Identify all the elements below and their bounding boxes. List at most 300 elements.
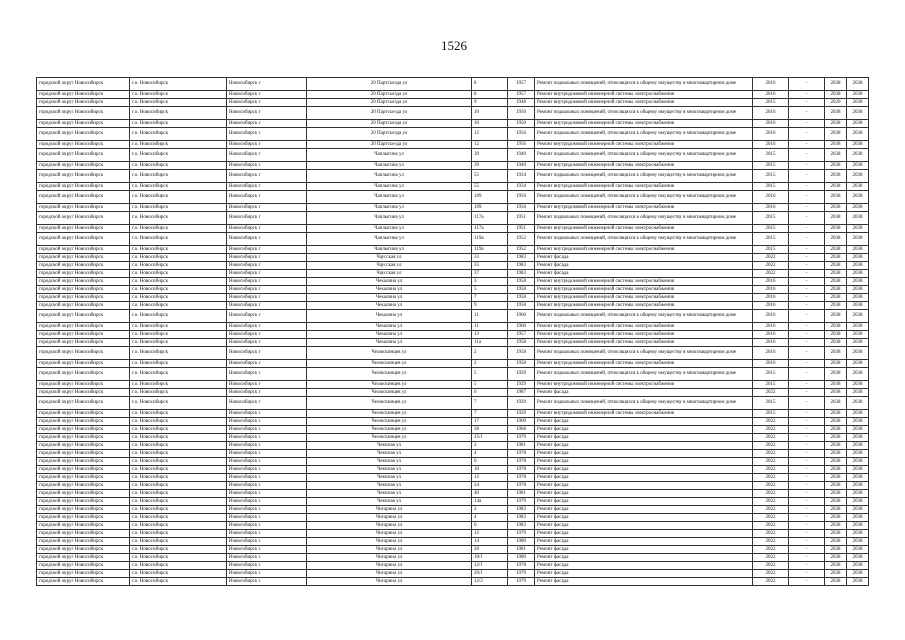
municipality-cell: городской округ Новосибирск	[37, 128, 130, 141]
deadline-end-cell: 2038	[847, 347, 869, 360]
municipality-cell: городской округ Новосибирск	[37, 233, 130, 246]
district-cell: г.о. Новосибирск	[130, 450, 227, 458]
work-type-cell: Ремонт внутридомовой инженерной системы электроснабжения	[535, 120, 753, 128]
year-built-cell: 1952	[508, 246, 535, 254]
deadline-end-cell: 2038	[847, 183, 869, 191]
city-cell: Новосибирск г	[227, 546, 307, 554]
work-type-cell: Ремонт внутридомовой инженерной системы электроснабжения	[535, 360, 753, 368]
table-row	[37, 514, 869, 522]
plan-year-cell: 2015	[753, 397, 789, 410]
year-built-cell: 1950	[508, 107, 535, 120]
district-cell: г.о. Новосибирск	[130, 191, 227, 204]
deadline-end-cell: 2038	[847, 270, 869, 278]
municipality-cell: городской округ Новосибирск	[37, 270, 130, 278]
deadline-cell: 2038	[825, 278, 847, 286]
city-cell: Новосибирск г	[227, 434, 307, 442]
deadline-end-cell: 2038	[847, 323, 869, 331]
municipality-cell: городской округ Новосибирск	[37, 538, 130, 546]
house-number-cell: 6	[472, 389, 508, 397]
deadline-end-cell: 2038	[847, 397, 869, 410]
city-cell: Новосибирск г	[227, 107, 307, 120]
street-cell: Чемская ул	[307, 482, 472, 490]
work-type-cell: Ремонт внутридомовой инженерной системы электроснабжения	[535, 331, 753, 339]
dash-cell: -	[789, 474, 825, 482]
house-number-cell: 9	[472, 99, 508, 107]
plan-year-cell: 2016	[753, 120, 789, 128]
district-cell: г.о. Новосибирск	[130, 149, 227, 162]
table-row	[37, 474, 869, 482]
table-row	[37, 360, 869, 368]
city-cell: Новосибирск г	[227, 183, 307, 191]
city-cell: Новосибирск г	[227, 302, 307, 310]
district-cell: г.о. Новосибирск	[130, 381, 227, 389]
deadline-cell: 2038	[825, 91, 847, 99]
year-built-cell: 1940	[508, 149, 535, 162]
district-cell: г.о. Новосибирск	[130, 107, 227, 120]
municipality-cell: городской округ Новосибирск	[37, 204, 130, 212]
deadline-cell: 2038	[825, 458, 847, 466]
street-cell: Чекалина ул	[307, 339, 472, 347]
year-built-cell: 1979	[508, 578, 535, 586]
plan-year-cell: 2022	[753, 514, 789, 522]
work-type-cell: Ремонт внутридомовой инженерной системы электроснабжения	[535, 204, 753, 212]
year-built-cell: 1978	[508, 466, 535, 474]
plan-year-cell: 2016	[753, 191, 789, 204]
year-built-cell: 1950	[508, 120, 535, 128]
city-cell: Новосибирск г	[227, 570, 307, 578]
work-type-cell: Ремонт фасада	[535, 254, 753, 262]
dash-cell: -	[789, 381, 825, 389]
city-cell: Новосибирск г	[227, 410, 307, 418]
house-number-cell: 11	[472, 323, 508, 331]
municipality-cell: городской округ Новосибирск	[37, 490, 130, 498]
city-cell: Новосибирск г	[227, 120, 307, 128]
dash-cell: -	[789, 554, 825, 562]
plan-year-cell: 2016	[753, 347, 789, 360]
year-built-cell: 1979	[508, 570, 535, 578]
district-cell: г.о. Новосибирск	[130, 538, 227, 546]
plan-year-cell: 2022	[753, 262, 789, 270]
deadline-cell: 2038	[825, 191, 847, 204]
table-row	[37, 442, 869, 450]
deadline-cell: 2038	[825, 450, 847, 458]
table-row	[37, 310, 869, 323]
street-cell: Чигорина ул	[307, 570, 472, 578]
house-number-cell: 4	[472, 450, 508, 458]
municipality-cell: городской округ Новосибирск	[37, 546, 130, 554]
year-built-cell: 1960	[508, 323, 535, 331]
work-type-cell: Ремонт фасада	[535, 546, 753, 554]
table-row	[37, 278, 869, 286]
deadline-cell: 2038	[825, 554, 847, 562]
municipality-cell: городской округ Новосибирск	[37, 578, 130, 586]
municipality-cell: городской округ Новосибирск	[37, 310, 130, 323]
work-type-cell: Ремонт подвальных помещений, относящихся к общему имуществу в многоквартирном доме	[535, 233, 753, 246]
house-number-cell: 14	[472, 538, 508, 546]
dash-cell: -	[789, 360, 825, 368]
deadline-end-cell: 2038	[847, 286, 869, 294]
street-cell: Чемская ул	[307, 450, 472, 458]
year-built-cell: 1934	[508, 170, 535, 183]
street-cell: Чигорина ул	[307, 538, 472, 546]
district-cell: г.о. Новосибирск	[130, 482, 227, 490]
year-built-cell: 1956	[508, 141, 535, 149]
city-cell: Новосибирск г	[227, 538, 307, 546]
district-cell: г.о. Новосибирск	[130, 368, 227, 381]
deadline-end-cell: 2038	[847, 360, 869, 368]
dash-cell: -	[789, 302, 825, 310]
table-row	[37, 99, 869, 107]
deadline-cell: 2038	[825, 578, 847, 586]
plan-year-cell: 2022	[753, 554, 789, 562]
table-row	[37, 91, 869, 99]
work-type-cell: Ремонт фасада	[535, 426, 753, 434]
street-cell: Челюскинцев ул	[307, 426, 472, 434]
house-number-cell: 7	[472, 410, 508, 418]
municipality-cell: городской округ Новосибирск	[37, 482, 130, 490]
house-number-cell: 109	[472, 204, 508, 212]
municipality-cell: городской округ Новосибирск	[37, 107, 130, 120]
district-cell: г.о. Новосибирск	[130, 120, 227, 128]
municipality-cell: городской округ Новосибирск	[37, 562, 130, 570]
district-cell: г.о. Новосибирск	[130, 99, 227, 107]
year-built-cell: 1957	[508, 78, 535, 91]
district-cell: г.о. Новосибирск	[130, 466, 227, 474]
plan-year-cell: 2022	[753, 498, 789, 506]
house-number-cell: 6	[472, 458, 508, 466]
table-row	[37, 426, 869, 434]
municipality-cell: городской округ Новосибирск	[37, 141, 130, 149]
deadline-cell: 2038	[825, 233, 847, 246]
table-row	[37, 141, 869, 149]
dash-cell: -	[789, 347, 825, 360]
plan-year-cell: 2022	[753, 546, 789, 554]
municipality-cell: городской округ Новосибирск	[37, 262, 130, 270]
dash-cell: -	[789, 191, 825, 204]
deadline-cell: 2038	[825, 141, 847, 149]
deadline-end-cell: 2038	[847, 570, 869, 578]
plan-year-cell: 2015	[753, 225, 789, 233]
street-cell: Чаплыгина ул	[307, 170, 472, 183]
table-row	[37, 570, 869, 578]
city-cell: Новосибирск г	[227, 310, 307, 323]
work-type-cell: Ремонт фасада	[535, 434, 753, 442]
plan-year-cell: 2016	[753, 323, 789, 331]
municipality-cell: городской округ Новосибирск	[37, 426, 130, 434]
work-type-cell: Ремонт подвальных помещений, относящихся к общему имуществу в многоквартирном доме	[535, 397, 753, 410]
deadline-end-cell: 2038	[847, 99, 869, 107]
house-number-cell: 20/1	[472, 570, 508, 578]
year-built-cell: 1983	[508, 522, 535, 530]
city-cell: Новосибирск г	[227, 530, 307, 538]
dash-cell: -	[789, 578, 825, 586]
table-row	[37, 381, 869, 389]
table-row	[37, 302, 869, 310]
table-row	[37, 149, 869, 162]
year-built-cell: 1981	[508, 546, 535, 554]
city-cell: Новосибирск г	[227, 389, 307, 397]
table-row	[37, 204, 869, 212]
year-built-cell: 1978	[508, 474, 535, 482]
plan-year-cell: 2022	[753, 522, 789, 530]
deadline-cell: 2038	[825, 270, 847, 278]
table-row	[37, 434, 869, 442]
city-cell: Новосибирск г	[227, 254, 307, 262]
house-number-cell: 12	[472, 530, 508, 538]
dash-cell: -	[789, 183, 825, 191]
municipality-cell: городской округ Новосибирск	[37, 91, 130, 99]
table-row	[37, 162, 869, 170]
district-cell: г.о. Новосибирск	[130, 141, 227, 149]
plan-year-cell: 2022	[753, 474, 789, 482]
work-type-cell: Ремонт фасада	[535, 578, 753, 586]
year-built-cell: 1968	[508, 426, 535, 434]
dash-cell: -	[789, 466, 825, 474]
deadline-cell: 2038	[825, 183, 847, 191]
street-cell: Чаплыгина ул	[307, 149, 472, 162]
table-row	[37, 562, 869, 570]
municipality-cell: городской округ Новосибирск	[37, 183, 130, 191]
municipality-cell: городской округ Новосибирск	[37, 331, 130, 339]
deadline-end-cell: 2038	[847, 278, 869, 286]
street-cell: 20 Партсъезда ул	[307, 91, 472, 99]
plan-year-cell: 2022	[753, 490, 789, 498]
municipality-cell: городской округ Новосибирск	[37, 149, 130, 162]
street-cell: Челюскинцев ул	[307, 368, 472, 381]
district-cell: г.о. Новосибирск	[130, 397, 227, 410]
dash-cell: -	[789, 254, 825, 262]
district-cell: г.о. Новосибирск	[130, 246, 227, 254]
district-cell: г.о. Новосибирск	[130, 204, 227, 212]
municipality-cell: городской округ Новосибирск	[37, 212, 130, 225]
deadline-cell: 2038	[825, 204, 847, 212]
municipality-cell: городской округ Новосибирск	[37, 99, 130, 107]
house-number-cell: 11	[472, 310, 508, 323]
deadline-cell: 2038	[825, 323, 847, 331]
deadline-end-cell: 2038	[847, 246, 869, 254]
work-type-cell: Ремонт внутридомовой инженерной системы электроснабжения	[535, 294, 753, 302]
deadline-end-cell: 2038	[847, 514, 869, 522]
plan-year-cell: 2016	[753, 141, 789, 149]
deadline-cell: 2038	[825, 107, 847, 120]
work-type-cell: Ремонт фасада	[535, 389, 753, 397]
street-cell: Чигорина ул	[307, 514, 472, 522]
dash-cell: -	[789, 458, 825, 466]
table-row	[37, 107, 869, 120]
dash-cell: -	[789, 294, 825, 302]
deadline-end-cell: 2038	[847, 546, 869, 554]
year-built-cell: 1979	[508, 434, 535, 442]
house-number-cell: 10	[472, 107, 508, 120]
city-cell: Новосибирск г	[227, 506, 307, 514]
year-built-cell: 1958	[508, 286, 535, 294]
street-cell: Челюскинцев ул	[307, 397, 472, 410]
municipality-cell: городской округ Новосибирск	[37, 498, 130, 506]
street-cell: 20 Партсъезда ул	[307, 78, 472, 91]
street-cell: Челюскинцев ул	[307, 418, 472, 426]
city-cell: Новосибирск г	[227, 442, 307, 450]
city-cell: Новосибирск г	[227, 270, 307, 278]
deadline-cell: 2038	[825, 286, 847, 294]
city-cell: Новосибирск г	[227, 458, 307, 466]
plan-year-cell: 2022	[753, 570, 789, 578]
table-row	[37, 128, 869, 141]
dash-cell: -	[789, 204, 825, 212]
district-cell: г.о. Новосибирск	[130, 522, 227, 530]
house-number-cell: 12	[472, 128, 508, 141]
street-cell: Чигорина ул	[307, 554, 472, 562]
municipality-cell: городской округ Новосибирск	[37, 514, 130, 522]
house-number-cell: 109	[472, 191, 508, 204]
house-number-cell: 12/1	[472, 562, 508, 570]
plan-year-cell: 2022	[753, 466, 789, 474]
year-built-cell: 1960	[508, 418, 535, 426]
dash-cell: -	[789, 212, 825, 225]
table-row	[37, 397, 869, 410]
plan-year-cell: 2022	[753, 426, 789, 434]
city-cell: Новосибирск г	[227, 347, 307, 360]
street-cell: Чекалина ул	[307, 278, 472, 286]
plan-year-cell: 2022	[753, 458, 789, 466]
year-built-cell: 1956	[508, 128, 535, 141]
dash-cell: -	[789, 530, 825, 538]
street-cell: Чаплыгина ул	[307, 233, 472, 246]
table-row	[37, 578, 869, 586]
capital-repair-table	[36, 77, 869, 586]
deadline-end-cell: 2038	[847, 410, 869, 418]
dash-cell: -	[789, 368, 825, 381]
work-type-cell: Ремонт внутридомовой инженерной системы электроснабжения	[535, 381, 753, 389]
house-number-cell: 2	[472, 347, 508, 360]
plan-year-cell: 2016	[753, 302, 789, 310]
table-row	[37, 389, 869, 397]
deadline-cell: 2038	[825, 262, 847, 270]
house-number-cell: 10	[472, 466, 508, 474]
district-cell: г.о. Новосибирск	[130, 514, 227, 522]
street-cell: Челюскинцев ул	[307, 410, 472, 418]
city-cell: Новосибирск г	[227, 246, 307, 254]
city-cell: Новосибирск г	[227, 331, 307, 339]
plan-year-cell: 2022	[753, 578, 789, 586]
deadline-cell: 2038	[825, 78, 847, 91]
table-row	[37, 233, 869, 246]
year-built-cell: 1957	[508, 91, 535, 99]
house-number-cell: 13	[472, 331, 508, 339]
dash-cell: -	[789, 570, 825, 578]
municipality-cell: городской округ Новосибирск	[37, 246, 130, 254]
house-number-cell: 55	[472, 170, 508, 183]
municipality-cell: городской округ Новосибирск	[37, 360, 130, 368]
city-cell: Новосибирск г	[227, 578, 307, 586]
dash-cell: -	[789, 262, 825, 270]
deadline-end-cell: 2038	[847, 212, 869, 225]
house-number-cell: 8	[472, 91, 508, 99]
plan-year-cell: 2016	[753, 107, 789, 120]
deadline-end-cell: 2038	[847, 458, 869, 466]
table-row	[37, 323, 869, 331]
table-body	[37, 78, 869, 586]
deadline-cell: 2038	[825, 498, 847, 506]
dash-cell: -	[789, 120, 825, 128]
work-type-cell: Ремонт подвальных помещений, относящихся к общему имуществу в многоквартирном доме	[535, 128, 753, 141]
house-number-cell: 117а	[472, 225, 508, 233]
city-cell: Новосибирск г	[227, 225, 307, 233]
deadline-end-cell: 2038	[847, 141, 869, 149]
district-cell: г.о. Новосибирск	[130, 506, 227, 514]
deadline-cell: 2020	[825, 99, 847, 107]
table-row	[37, 225, 869, 233]
deadline-end-cell: 2038	[847, 294, 869, 302]
plan-year-cell: 2015	[753, 183, 789, 191]
city-cell: Новосибирск г	[227, 554, 307, 562]
plan-year-cell: 2022	[753, 562, 789, 570]
house-number-cell: 8	[472, 78, 508, 91]
year-built-cell: 1951	[508, 212, 535, 225]
year-built-cell: 1981	[508, 490, 535, 498]
deadline-cell: 2038	[825, 466, 847, 474]
district-cell: г.о. Новосибирск	[130, 389, 227, 397]
deadline-cell: 2038	[825, 347, 847, 360]
dash-cell: -	[789, 389, 825, 397]
dash-cell: -	[789, 225, 825, 233]
dash-cell: -	[789, 522, 825, 530]
street-cell: Чаплыгина ул	[307, 212, 472, 225]
year-built-cell: 1929	[508, 381, 535, 389]
district-cell: г.о. Новосибирск	[130, 570, 227, 578]
city-cell: Новосибирск г	[227, 78, 307, 91]
work-type-cell: Ремонт внутридомовой инженерной системы электроснабжения	[535, 246, 753, 254]
district-cell: г.о. Новосибирск	[130, 562, 227, 570]
work-type-cell: Ремонт фасада	[535, 530, 753, 538]
deadline-end-cell: 2038	[847, 530, 869, 538]
district-cell: г.о. Новосибирск	[130, 310, 227, 323]
plan-year-cell: 2016	[753, 294, 789, 302]
deadline-cell: 2038	[825, 397, 847, 410]
table-row	[37, 506, 869, 514]
table-row	[37, 183, 869, 191]
municipality-cell: городской округ Новосибирск	[37, 170, 130, 183]
dash-cell: -	[789, 442, 825, 450]
street-cell: Чаплыгина ул	[307, 204, 472, 212]
deadline-end-cell: 2038	[847, 562, 869, 570]
work-type-cell: Ремонт внутридомовой инженерной системы электроснабжения	[535, 99, 753, 107]
table-row	[37, 538, 869, 546]
plan-year-cell: 2022	[753, 389, 789, 397]
dash-cell: -	[789, 514, 825, 522]
work-type-cell: Ремонт подвальных помещений, относящихся к общему имуществу в многоквартирном доме	[535, 191, 753, 204]
deadline-end-cell: 2038	[847, 107, 869, 120]
dash-cell: -	[789, 434, 825, 442]
street-cell: Челюскинцев ул	[307, 434, 472, 442]
deadline-end-cell: 2038	[847, 120, 869, 128]
city-cell: Новосибирск г	[227, 450, 307, 458]
street-cell: Чаплыгина ул	[307, 191, 472, 204]
city-cell: Новосибирск г	[227, 294, 307, 302]
deadline-cell: 2038	[825, 360, 847, 368]
district-cell: г.о. Новосибирск	[130, 183, 227, 191]
dash-cell: -	[789, 310, 825, 323]
deadline-end-cell: 2038	[847, 474, 869, 482]
work-type-cell: Ремонт фасада	[535, 466, 753, 474]
plan-year-cell: 2016	[753, 331, 789, 339]
work-type-cell: Ремонт фасада	[535, 262, 753, 270]
work-type-cell: Ремонт фасада	[535, 450, 753, 458]
municipality-cell: городской округ Новосибирск	[37, 323, 130, 331]
deadline-end-cell: 2038	[847, 191, 869, 204]
deadline-cell: 2038	[825, 482, 847, 490]
district-cell: г.о. Новосибирск	[130, 78, 227, 91]
deadline-end-cell: 2038	[847, 442, 869, 450]
